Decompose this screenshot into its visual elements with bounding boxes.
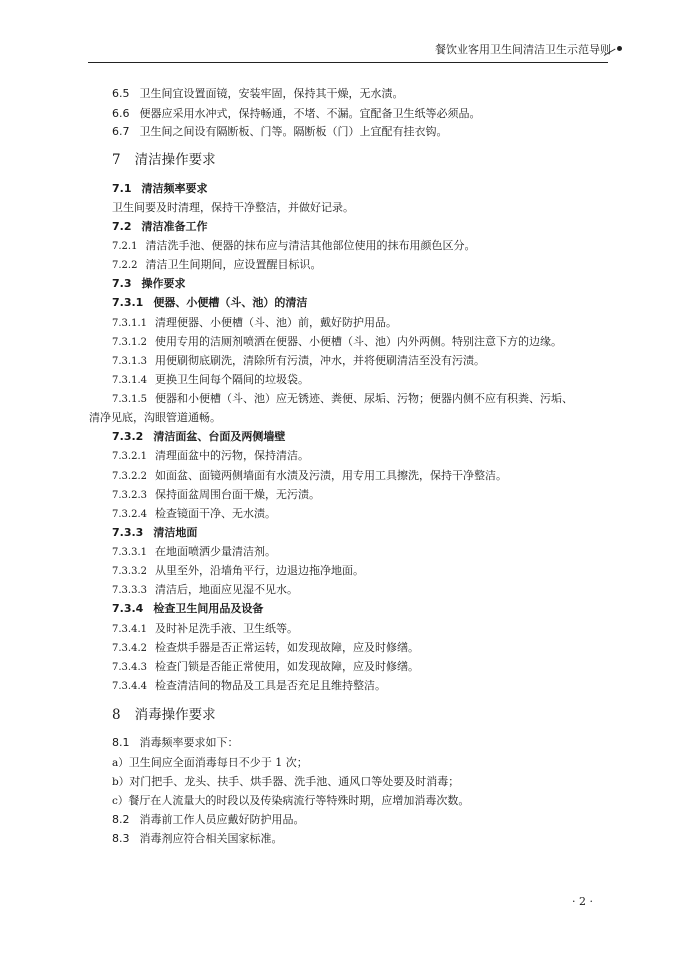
clause-number: 7.3.4.2 xyxy=(112,643,147,654)
clause-6-5 xyxy=(112,87,404,101)
paragraph-7-1 xyxy=(112,201,354,215)
clause-7-3-3-2 xyxy=(112,564,364,579)
section-title: 清洁地面 xyxy=(153,526,198,539)
clause-text: 检查门锁是否能正常使用，如发现故障，应及时修缮。 xyxy=(155,660,419,673)
list-marker: a） xyxy=(112,757,129,769)
clause-7-3-2-2 xyxy=(112,469,507,484)
chapter-heading-7 xyxy=(112,152,216,168)
section-heading-7-3 xyxy=(112,277,186,291)
clause-number: 7.3.3.2 xyxy=(112,566,147,577)
clause-7-3-1-5-continued xyxy=(89,411,221,425)
section-number: 7.2 xyxy=(112,220,132,233)
clause-8-1 xyxy=(112,736,239,750)
clause-number: 7.3.1.2 xyxy=(112,337,147,348)
clause-8-3 xyxy=(112,832,283,846)
clause-number: 7.3.2.1 xyxy=(112,451,147,462)
header-dot xyxy=(617,46,622,51)
clause-text: 及时补足洗手液、卫生纸等。 xyxy=(155,622,298,635)
clause-text: 清净见底，沟眼管道通畅。 xyxy=(89,411,221,424)
clause-7-3-1-2 xyxy=(112,335,562,350)
clause-text: 用便刷彻底刷洗，清除所有污渍，冲水，并将便刷清洁至没有污渍。 xyxy=(155,354,485,367)
clause-7-3-2-1 xyxy=(112,449,309,464)
clause-text: 检查镜面干净、无水渍。 xyxy=(155,507,276,520)
paragraph-text: 卫生间要及时清理，保持干净整洁，并做好记录。 xyxy=(112,201,354,214)
clause-text: 在地面喷洒少量清洁剂。 xyxy=(155,545,276,558)
running-header-title: 餐饮业客用卫生间清洁卫生示范导则 xyxy=(435,43,611,56)
section-heading-7-3-4 xyxy=(112,602,263,616)
clause-7-3-4-2 xyxy=(112,641,419,656)
list-marker: b） xyxy=(112,776,130,788)
clause-text: 保持面盆周围台面干燥，无污渍。 xyxy=(155,488,320,501)
chapter-title: 消毒操作要求 xyxy=(134,707,216,723)
chapter-heading-8 xyxy=(112,707,216,723)
clause-text: 便器和小便槽（斗、池）应无锈迹、粪便、尿垢、污物；便器内侧不应有积粪、污垢、 xyxy=(155,392,573,405)
clause-text: 清洁卫生间期间，应设置醒目标识。 xyxy=(145,258,322,271)
clause-text: 便器应采用水冲式，保持畅通，不堵、不漏。宜配备卫生纸等必须品。 xyxy=(139,107,481,120)
clause-number: 7.3.4.3 xyxy=(112,662,147,673)
clause-text: 如面盆、面镜两侧墙面有水渍及污渍，用专用工具擦洗，保持干净整洁。 xyxy=(155,469,507,482)
list-item-b xyxy=(112,775,459,789)
list-text: 对门把手、龙头、扶手、烘手器、洗手池、通风口等处要及时消毒； xyxy=(129,775,460,788)
clause-text: 使用专用的洁厕剂喷洒在便器、小便槽（斗、池）内外两侧。特别注意下方的边缘。 xyxy=(155,335,562,348)
clause-text: 检查烘手器是否正常运转，如发现故障，应及时修缮。 xyxy=(155,641,419,654)
clause-text: 消毒前工作人员应戴好防护用品。 xyxy=(139,813,305,826)
clause-number: 7.3.3.1 xyxy=(112,547,147,558)
clause-text: 检查清洁间的物品及工具是否充足且维持整洁。 xyxy=(155,679,386,692)
clause-7-3-4-3 xyxy=(112,660,419,675)
section-heading-7-3-3 xyxy=(112,526,197,540)
clause-7-3-1-1 xyxy=(112,316,397,331)
section-heading-7-3-1 xyxy=(112,296,307,310)
clause-7-3-2-3 xyxy=(112,488,320,503)
clause-text: 卫生间之间设有隔断板、门等。隔断板（门）上宜配有挂衣钩。 xyxy=(139,125,448,138)
clause-number: 7.3.2.2 xyxy=(112,471,147,482)
section-title: 清洁频率要求 xyxy=(141,182,208,195)
clause-text: 清理面盆中的污物，保持清洁。 xyxy=(155,449,309,462)
clause-number: 7.3.1.1 xyxy=(112,318,147,329)
section-heading-7-3-2 xyxy=(112,430,285,444)
section-heading-7-1 xyxy=(112,182,208,196)
section-title: 操作要求 xyxy=(141,277,186,290)
clause-number: 7.3.3.3 xyxy=(112,585,147,596)
clause-8-2 xyxy=(112,813,305,827)
clause-number: 7.3.4.4 xyxy=(112,681,147,692)
clause-number: 7.3.2.4 xyxy=(112,509,147,520)
clause-7-3-4-4 xyxy=(112,679,386,694)
list-item-c xyxy=(112,794,469,808)
header-rule xyxy=(88,62,608,63)
clause-7-2-2 xyxy=(112,258,321,273)
clause-number: 8.1 xyxy=(112,736,130,749)
clause-7-2-1 xyxy=(112,239,475,254)
clause-number: 8.3 xyxy=(112,832,130,845)
clause-number: 7.3.2.3 xyxy=(112,490,147,501)
section-title: 检查卫生间用品及设备 xyxy=(153,602,264,615)
clause-text: 更换卫生间每个隔间的垃圾袋。 xyxy=(155,373,309,386)
clause-text: 清洁洗手池、便器的抹布应与清洁其他部位使用的抹布用颜色区分。 xyxy=(145,239,476,252)
clause-number: 7.3.1.3 xyxy=(112,356,147,367)
list-text: 餐厅在人流量大的时段以及传染病流行等特殊时期，应增加消毒次数。 xyxy=(128,794,470,807)
clause-text: 卫生间宜设置面镜，安装牢固，保持其干燥，无水渍。 xyxy=(139,87,404,100)
clause-text: 消毒频率要求如下： xyxy=(139,736,239,749)
section-title: 清洁准备工作 xyxy=(141,220,208,233)
section-heading-7-2 xyxy=(112,220,208,234)
section-number: 7.1 xyxy=(112,182,132,195)
section-number: 7.3 xyxy=(112,277,132,290)
clause-7-3-1-3 xyxy=(112,354,485,369)
list-text: 卫生间应全面消毒每日不少于 1 次； xyxy=(128,756,308,769)
chapter-number: 8 xyxy=(112,707,121,723)
section-title: 便器、小便槽（斗、池）的清洁 xyxy=(153,296,308,309)
clause-number: 7.3.4.1 xyxy=(112,624,147,635)
section-number: 7.3.1 xyxy=(112,296,144,309)
section-number: 7.3.3 xyxy=(112,526,144,539)
chapter-number: 7 xyxy=(112,152,121,168)
clause-number: 6.7 xyxy=(112,125,130,138)
list-marker: c） xyxy=(112,795,129,807)
clause-7-3-4-1 xyxy=(112,622,298,637)
clause-number: 8.2 xyxy=(112,813,130,826)
clause-7-3-2-4 xyxy=(112,507,276,522)
section-number: 7.3.2 xyxy=(112,430,144,443)
clause-6-6 xyxy=(112,107,481,121)
clause-number: 7.3.1.4 xyxy=(112,375,147,386)
list-item-a xyxy=(112,756,308,770)
clause-7-3-1-4 xyxy=(112,373,309,388)
clause-text: 清理便器、小便槽（斗、池）前，戴好防护用品。 xyxy=(155,316,397,329)
clause-text: 清洁后，地面应见湿不见水。 xyxy=(155,583,298,596)
chapter-title: 清洁操作要求 xyxy=(134,152,216,168)
clause-7-3-1-5 xyxy=(112,392,573,407)
clause-6-7 xyxy=(112,125,448,139)
clause-number: 7.3.1.5 xyxy=(112,394,147,405)
clause-text: 消毒剂应符合相关国家标准。 xyxy=(139,832,283,845)
clause-number: 6.5 xyxy=(112,87,130,100)
clause-7-3-3-3 xyxy=(112,583,298,598)
clause-text: 从里至外，沿墙角平行，边退边拖净地面。 xyxy=(155,564,364,577)
section-title: 清洁面盆、台面及两侧墙壁 xyxy=(153,430,286,443)
section-number: 7.3.4 xyxy=(112,602,144,615)
clause-number: 6.6 xyxy=(112,107,130,120)
page-number: · 2 · xyxy=(572,895,593,908)
clause-number: 7.2.1 xyxy=(112,241,138,252)
clause-number: 7.2.2 xyxy=(112,260,138,271)
clause-7-3-3-1 xyxy=(112,545,276,560)
